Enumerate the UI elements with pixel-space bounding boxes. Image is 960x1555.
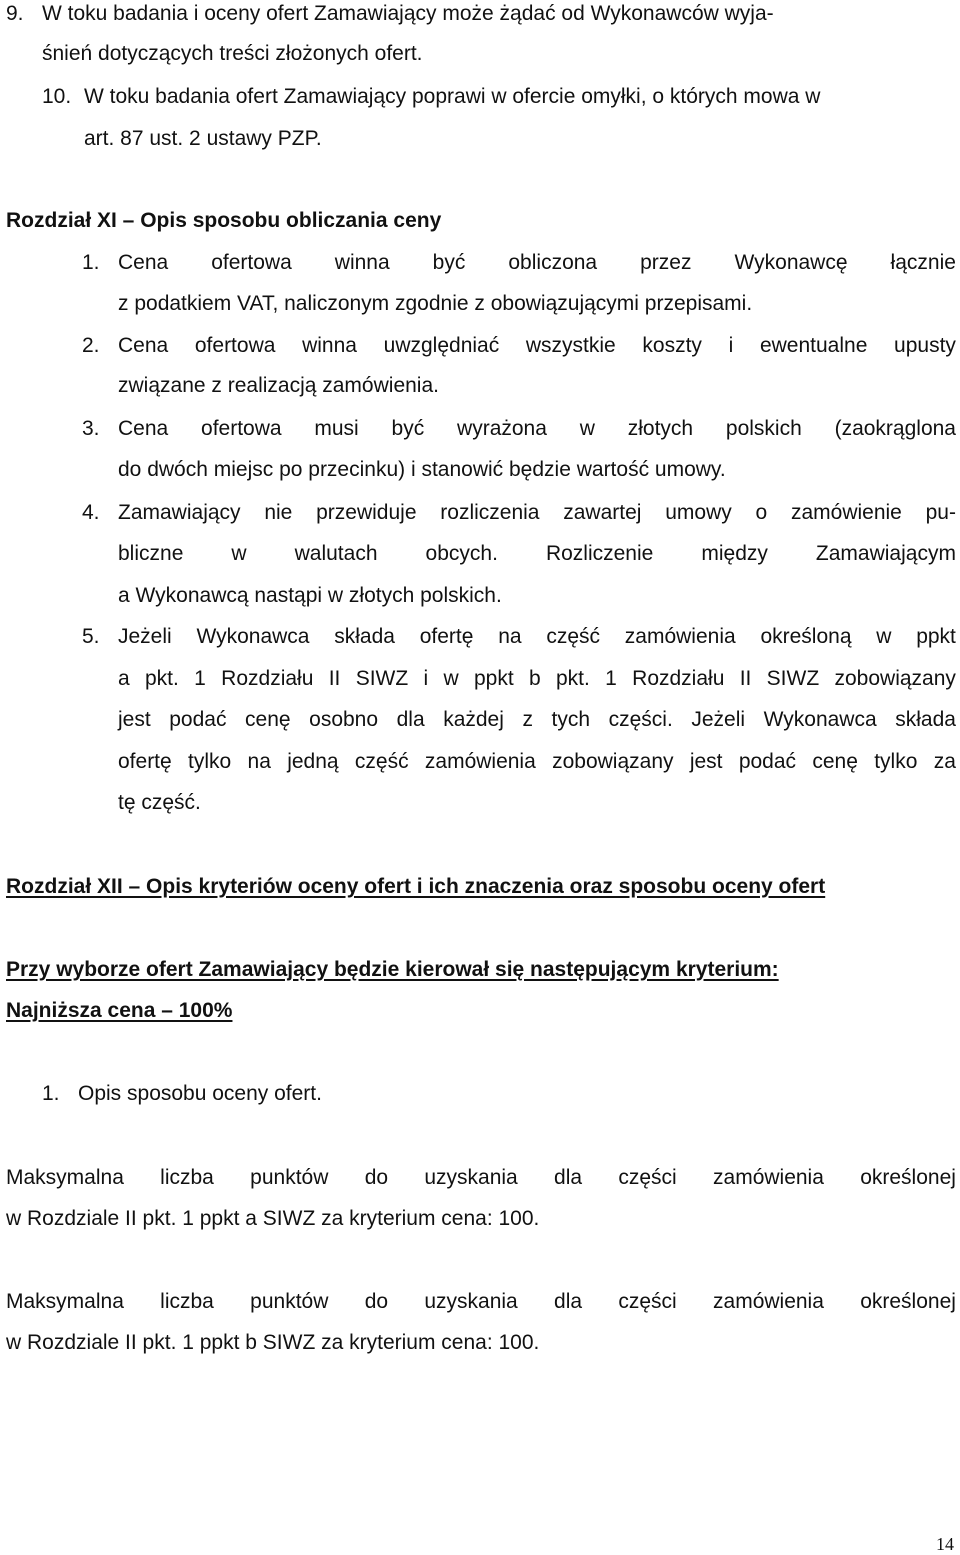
list-item-number: 5. — [82, 625, 100, 648]
word: zamówienia — [713, 1166, 824, 1189]
word: i — [728, 334, 734, 357]
word: zamówienie — [790, 501, 902, 524]
word: łącznie — [890, 251, 956, 274]
list-item-line — [118, 708, 956, 732]
word: jedną — [287, 750, 339, 773]
list-item-line — [118, 334, 956, 358]
word: dla — [554, 1166, 583, 1189]
list-item-number: 10. — [42, 85, 72, 108]
criterion-value: Najniższa cena – 100% — [6, 999, 233, 1022]
word: za — [933, 750, 956, 773]
word: ofertowa — [194, 334, 276, 357]
word: uzyskania — [424, 1166, 518, 1189]
section-heading: Rozdział XI – Opis sposobu obliczania ceny — [6, 209, 442, 232]
word: uzyskania — [424, 1290, 518, 1313]
list-item-number: 1. — [82, 251, 100, 274]
word: ofertowa — [201, 417, 282, 440]
word: na — [247, 750, 271, 773]
word: liczba — [160, 1166, 214, 1189]
word: ofertę — [419, 625, 474, 648]
page-number: 14 — [936, 1534, 954, 1554]
word: części — [618, 1166, 677, 1189]
list-item-line — [118, 750, 956, 774]
word: części. — [608, 708, 673, 731]
word: jest — [118, 708, 151, 731]
word: Cena — [118, 417, 169, 440]
word: Cena — [118, 334, 169, 357]
word: pkt. — [555, 667, 590, 690]
word: w — [876, 625, 892, 648]
paragraph-line: w Rozdziale II pkt. 1 ppkt b SIWZ za kryterium cena: 100. — [6, 1331, 540, 1354]
word: polskich — [725, 417, 802, 440]
list-item-line — [118, 625, 956, 649]
paragraph-line: w Rozdziale II pkt. 1 ppkt a SIWZ za kryterium cena: 100. — [6, 1207, 540, 1230]
word: upusty — [894, 334, 956, 357]
word: osobno — [309, 708, 379, 731]
word: walutach — [294, 542, 378, 565]
list-item-line — [118, 417, 956, 441]
word: części — [618, 1290, 677, 1313]
word: w — [443, 667, 459, 690]
word: obliczona — [508, 251, 598, 274]
word: 1 — [194, 667, 206, 690]
word: Cena — [118, 251, 169, 274]
word: umowy — [665, 501, 732, 524]
list-item-number: 9. — [6, 2, 24, 25]
word: zobowiązany — [834, 667, 956, 690]
word: Rozdziału — [632, 667, 725, 690]
word: tylko — [874, 750, 918, 773]
word: każdej — [443, 708, 504, 731]
word: z — [522, 708, 533, 731]
list-item-line: śnień dotyczących treści złożonych ofert. — [42, 42, 423, 65]
list-item-line: z podatkiem VAT, naliczonym zgodnie z obowiązującymi przepisami. — [118, 292, 753, 315]
word: Maksymalna — [6, 1290, 124, 1313]
word: zamówienia — [424, 750, 536, 773]
word: przez — [640, 251, 692, 274]
word: składa — [334, 625, 395, 648]
word: 1 — [605, 667, 617, 690]
word: koszty — [642, 334, 702, 357]
word: o — [755, 501, 768, 524]
list-item-number: 3. — [82, 417, 100, 440]
word: liczba — [160, 1290, 214, 1313]
section-heading: Rozdział XII – Opis kryteriów oceny ofert i ich znaczenia oraz sposobu oceny ofert — [6, 875, 826, 898]
word: zamówienia — [713, 1290, 824, 1313]
word: rozliczenia — [440, 501, 540, 524]
list-item-line: tę część. — [118, 791, 201, 814]
word: podać — [169, 708, 227, 731]
word: uwzględniać — [383, 334, 500, 357]
list-item-line: Opis sposobu oceny ofert. — [78, 1082, 322, 1105]
word: zawartej — [563, 501, 642, 524]
word: punktów — [250, 1166, 329, 1189]
word: Wykonawcę — [734, 251, 848, 274]
list-item-line: związane z realizacją zamówienia. — [118, 374, 439, 397]
word: i — [423, 667, 429, 690]
word: musi — [314, 417, 359, 440]
word: przewiduje — [316, 501, 417, 524]
word: być — [391, 417, 425, 440]
list-item-line: W toku badania i oceny ofert Zamawiający może żądać od Wykonawców wyja- — [42, 2, 774, 25]
word: zamówienia — [624, 625, 736, 648]
word: złotych — [627, 417, 694, 440]
word: część — [354, 750, 409, 773]
word: określonej — [860, 1290, 956, 1313]
word: SIWZ — [766, 667, 820, 690]
word: II — [739, 667, 752, 690]
word: określonej — [860, 1166, 956, 1189]
word: do — [364, 1166, 389, 1189]
word: podać — [738, 750, 797, 773]
word: Jeżeli — [118, 625, 172, 648]
word: pkt. — [145, 667, 179, 690]
word: część — [546, 625, 601, 648]
word: dla — [396, 708, 425, 731]
word: składa — [895, 708, 956, 731]
word: Zamawiający — [118, 501, 241, 524]
word: b — [528, 667, 541, 690]
word: Wykonawca — [763, 708, 877, 731]
word: jest — [689, 750, 723, 773]
list-item-line: a Wykonawcą nastąpi w złotych polskich. — [118, 584, 502, 607]
word: a — [118, 667, 130, 690]
word: w — [579, 417, 595, 440]
criterion-heading: Przy wyborze ofert Zamawiający będzie kierował się następującym kryterium: — [6, 958, 779, 981]
list-item-line — [118, 251, 956, 275]
list-item-line — [118, 542, 956, 566]
word: (zaokrąglona — [834, 417, 956, 440]
word: Wykonawca — [196, 625, 310, 648]
list-item-line — [118, 667, 956, 691]
list-item-number: 2. — [82, 334, 100, 357]
word: cenę — [245, 708, 291, 731]
word: tych — [551, 708, 591, 731]
word: dla — [554, 1290, 583, 1313]
word: ppkt — [916, 625, 956, 648]
word: określoną — [760, 625, 852, 648]
word: Maksymalna — [6, 1166, 124, 1189]
paragraph-line — [6, 1290, 956, 1314]
list-item-number: 1. — [42, 1082, 60, 1105]
word: do — [364, 1290, 389, 1313]
paragraph-line — [6, 1166, 956, 1190]
word: SIWZ — [355, 667, 409, 690]
word: ppkt — [473, 667, 514, 690]
word: ofertowa — [211, 251, 292, 274]
word: obcych. — [425, 542, 498, 565]
word: winna — [302, 334, 357, 357]
word: Zamawiającym — [815, 542, 956, 565]
word: wyrażona — [457, 417, 547, 440]
list-item-number: 4. — [82, 501, 100, 524]
word: pu- — [925, 501, 956, 524]
word: Rozdziału — [221, 667, 314, 690]
word: nie — [264, 501, 293, 524]
list-item-line — [118, 501, 956, 525]
list-item-line: do dwóch miejsc po przecinku) i stanowić będzie wartość umowy. — [118, 458, 726, 481]
word: zobowiązany — [552, 750, 674, 773]
word: na — [498, 625, 522, 648]
word: w — [231, 542, 247, 565]
word: Rozliczenie — [545, 542, 654, 565]
word: winna — [334, 251, 390, 274]
word: bliczne — [118, 542, 184, 565]
list-item-line: art. 87 ust. 2 ustawy PZP. — [84, 127, 322, 150]
word: Jeżeli — [691, 708, 746, 731]
word: między — [701, 542, 768, 565]
list-item-line: W toku badania ofert Zamawiający poprawi w ofercie omyłki, o których mowa w — [84, 85, 821, 108]
word: ofertę — [118, 750, 172, 773]
word: punktów — [250, 1290, 329, 1313]
word: być — [432, 251, 466, 274]
word: tylko — [188, 750, 232, 773]
word: II — [328, 667, 341, 690]
word: cenę — [812, 750, 858, 773]
word: ewentualne — [759, 334, 868, 357]
word: wszystkie — [525, 334, 616, 357]
